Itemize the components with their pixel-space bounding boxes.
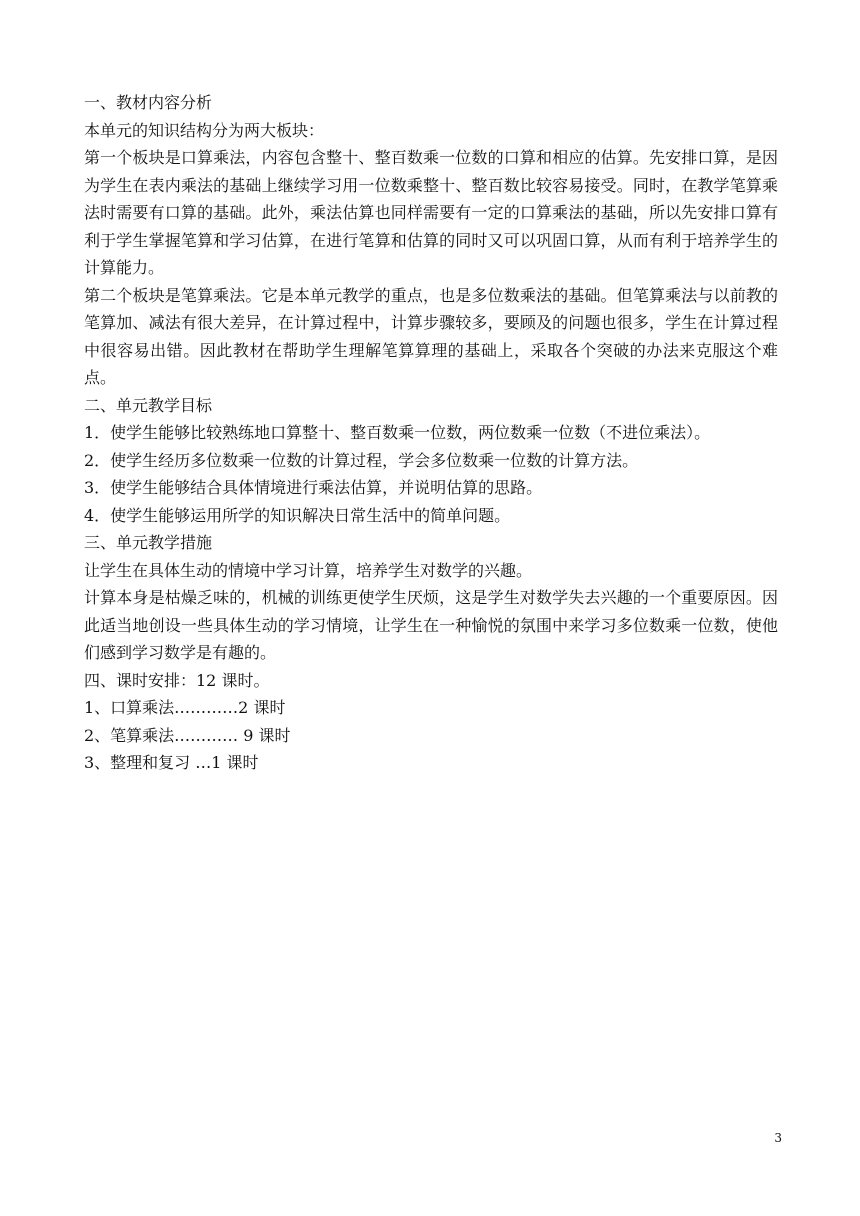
schedule-item: 3、整理和复习 …1 课时	[84, 753, 259, 772]
teaching-measure-summary: 让学生在具体生动的情境中学习计算，培养学生对数学的兴趣。	[84, 560, 533, 580]
teaching-goal-item: 4．使学生能够运用所学的知识解决日常生活中的简单问题。	[84, 505, 511, 525]
teaching-measure-paragraph: 计算本身是枯燥乏味的，机械的训练更使学生厌烦，这是学生对数学失去兴趣的一个重要原因。因此适当地创设一些具体生动的学习情境，让学生在一种愉悦的氛围中来学习多位数乘一位数，使他们感到学习数学是有趣的。	[84, 588, 778, 662]
document-body	[84, 89, 778, 777]
section-heading-teaching-measures: 三、单元教学措施	[84, 533, 213, 552]
teaching-goal-item: 3．使学生能够结合具体情境进行乘法估算，并说明估算的思路。	[84, 478, 543, 497]
section-heading-content-analysis: 一、教材内容分析	[84, 93, 213, 112]
schedule-item: 2、笔算乘法………… 9 课时	[84, 725, 291, 745]
teaching-goal-item: 2．使学生经历多位数乘一位数的计算过程，学会多位数乘一位数的计算方法。	[84, 450, 639, 470]
block-one-paragraph: 第一个板块是口算乘法，内容包含整十、整百数乘一位数的口算和相应的估算。先安排口算，是因为学生在表内乘法的基础上继续学习用一位数乘整十、整百数比较容易接受。同时，在教学笔算乘法时需要有口算的基础。此外，乘法估算也同样需要有一定的口算乘法的基础，所以先安排口算有利于学生掌握笔算和学习估算，在进行笔算和估算的同时又可以巩固口算，从而有利于培养学生的计算能力。	[84, 148, 778, 277]
schedule-item: 1、口算乘法…………2 课时	[84, 698, 286, 717]
page-number: 3	[774, 1131, 782, 1145]
block-two-paragraph: 第二个板块是笔算乘法。它是本单元教学的重点，也是多位数乘法的基础。但笔算乘法与以前教的笔算加、减法有很大差异，在计算过程中，计算步骤较多，要顾及的问题也很多，学生在计算过程中很容易出错。因此教材在帮助学生理解笔算算理的基础上，采取各个突破的办法来克服这个难点。	[84, 285, 778, 387]
section-heading-teaching-goals: 二、单元教学目标	[84, 395, 213, 415]
teaching-goal-item: 1．使学生能够比较熟练地口算整十、整百数乘一位数，两位数乘一位数（不进位乘法）。	[84, 423, 711, 442]
knowledge-structure-intro: 本单元的知识结构分为两大板块：	[84, 120, 325, 140]
section-heading-class-schedule: 四、课时安排：12 课时。	[84, 670, 270, 690]
